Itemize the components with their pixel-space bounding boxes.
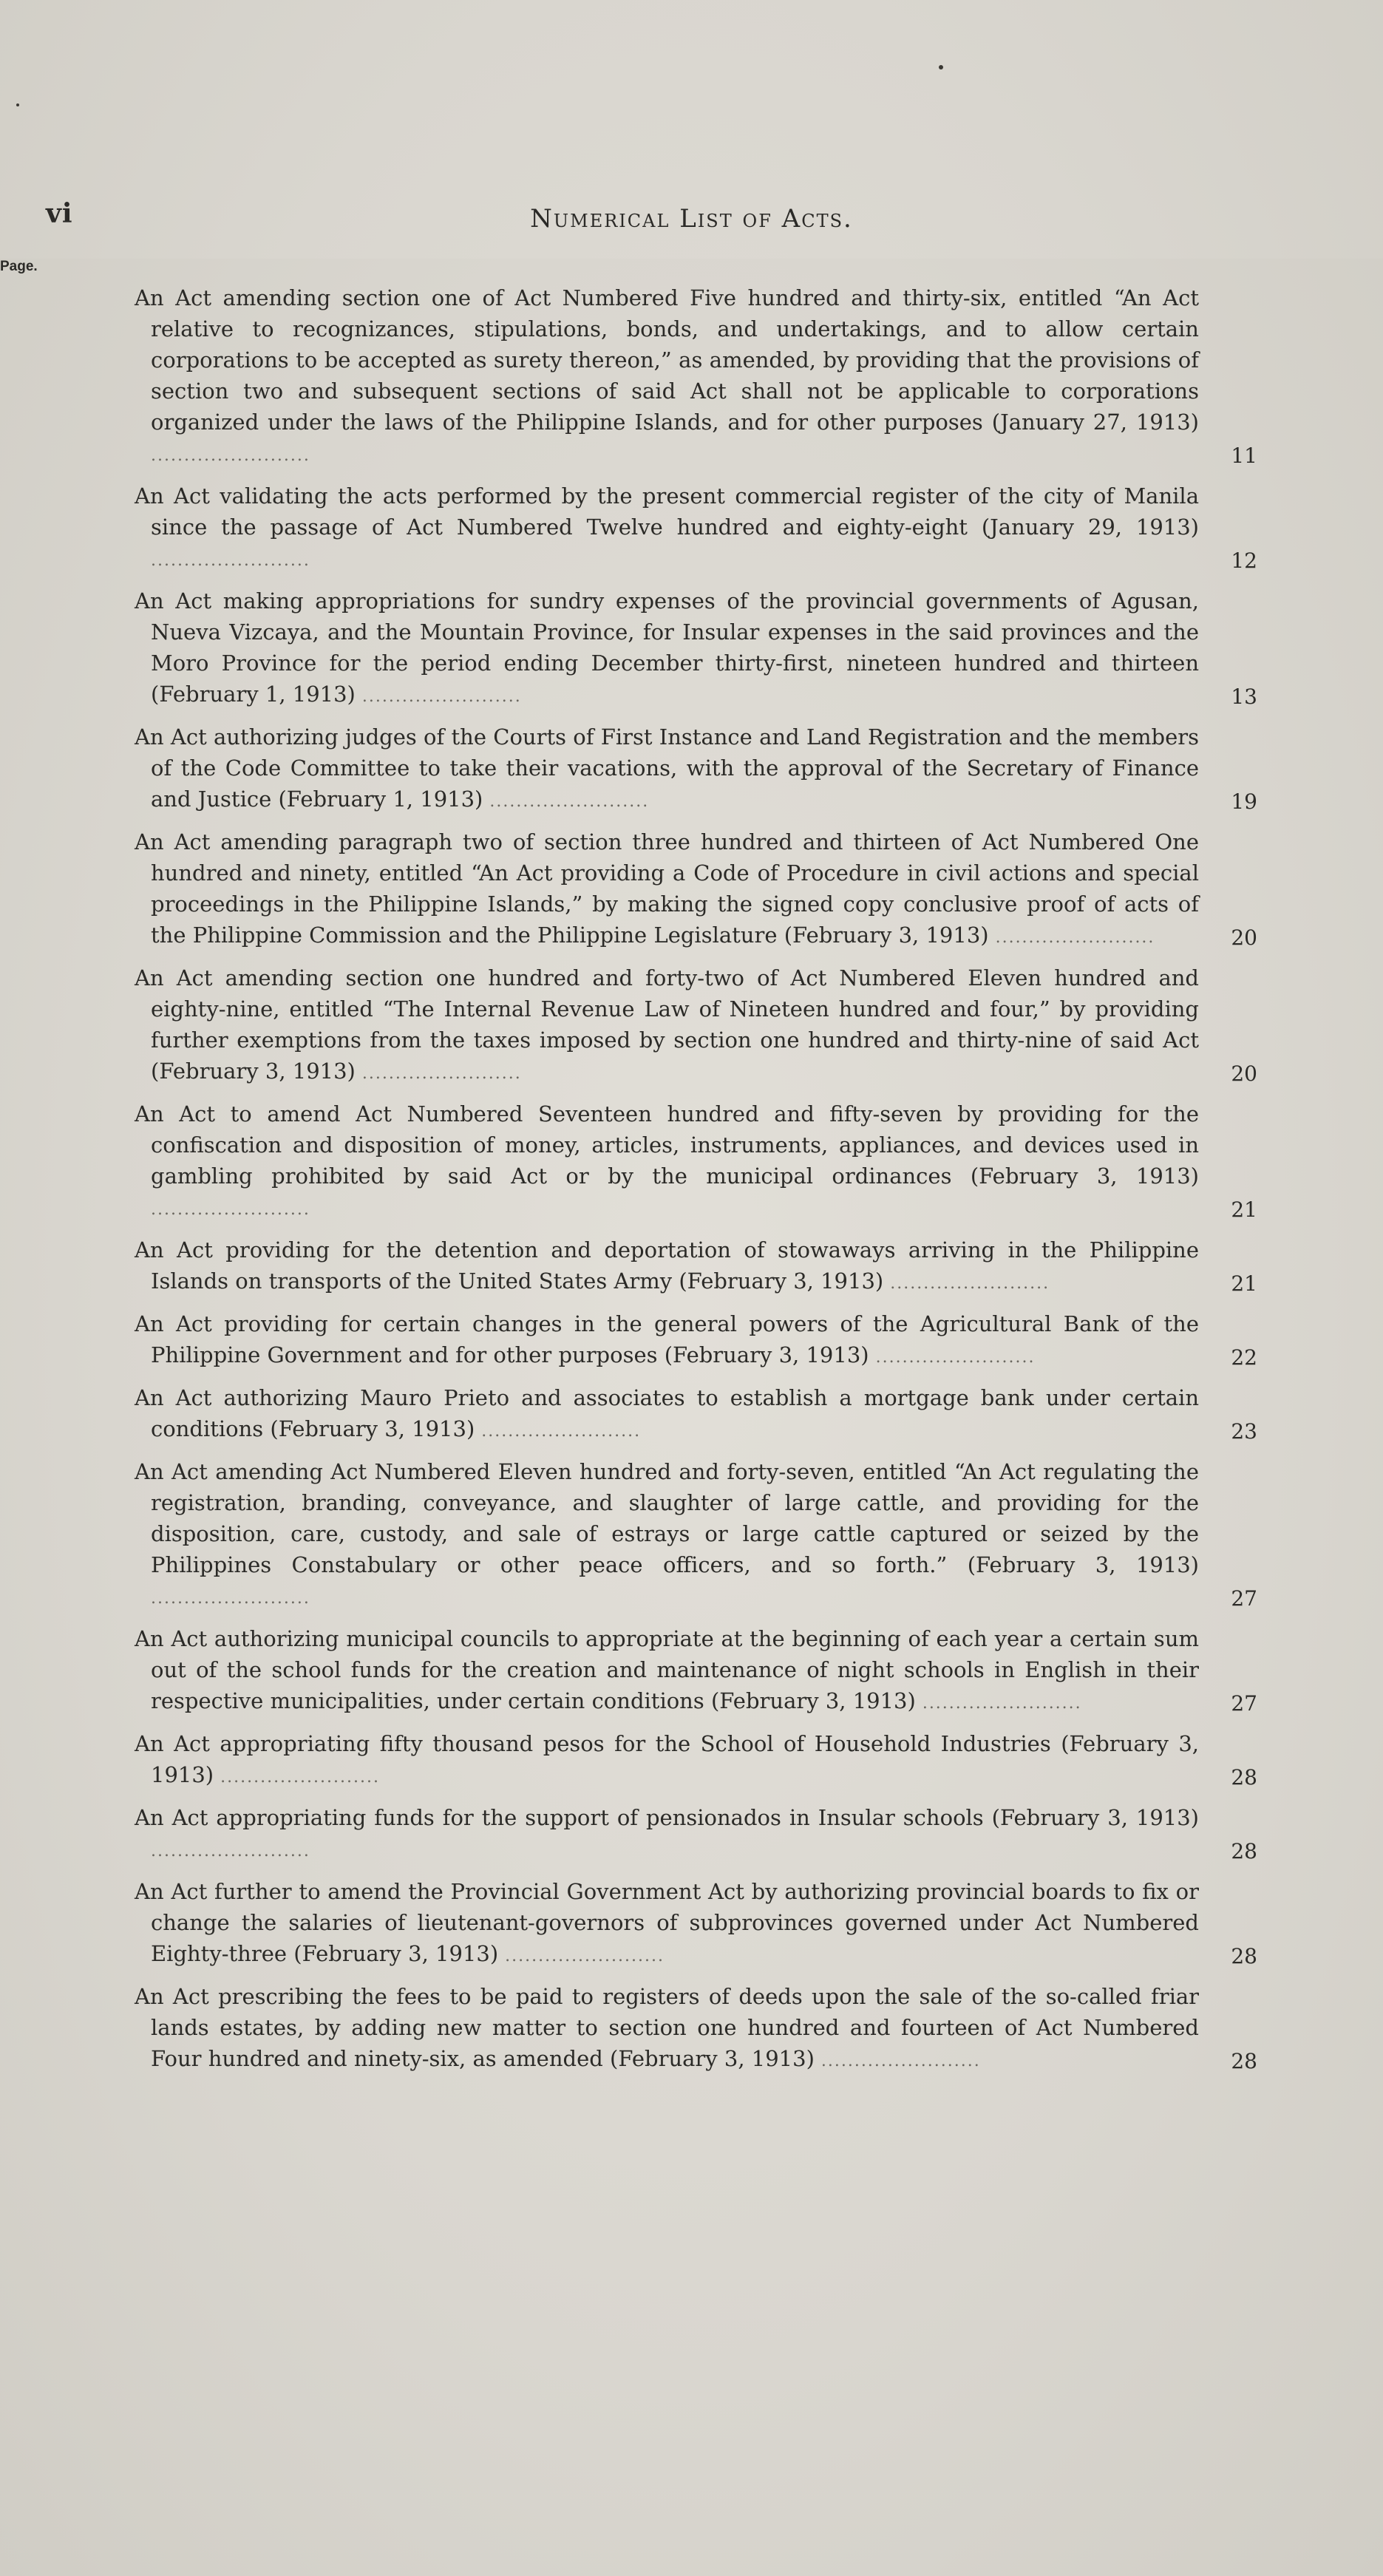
act-description: An Act validating the acts performed by the present commercial register of the city of Manila since the passage of Act Numbered Twelve hundred and eighty-eight (January 29, 1913): [135, 483, 1199, 540]
act-entry: [0, 962, 1383, 1090]
dot-leader: ........................: [151, 1589, 310, 1608]
act-description: An Act making appropriations for sundry expenses of the provincial governments of Agusan, Nueva Vizcaya, and the Mountain Province, for Insular expenses in the said provinces and the Moro Province for the period ending December thirty-first, nineteen hundred and thirteen (February 1, 1913): [135, 588, 1199, 707]
act-page-number: 22: [1231, 1345, 1257, 1370]
dot-leader: ........................: [355, 1064, 522, 1083]
acts-list: [0, 282, 1383, 2086]
act-description: An Act amending section one of Act Numbered Five hundred and thirty-six, entitled “An Act relative to recognizances, stipulations, bonds, and undertakings, and to allow certain corporations to be accepted as surety thereon,” as amended, by providing that the provisions of section two and subsequent sections of said Act shall not be applicable to corporations organized under the laws of the Philippine Islands, and for other purposes (January 27, 1913): [135, 285, 1199, 435]
dot-leader: ........................: [151, 1842, 310, 1860]
act-description: An Act providing for certain changes in the general powers of the Agricultural Bank of the Philippine Government and for other purposes (February 3, 1913): [135, 1311, 1199, 1367]
dot-leader: ........................: [151, 551, 310, 570]
act-page-number: 12: [1231, 548, 1257, 573]
dot-leader: ........................: [151, 446, 310, 465]
dot-leader: ........................: [915, 1694, 1082, 1713]
act-page-number: 27: [1231, 1586, 1257, 1611]
act-entry: [0, 721, 1383, 818]
act-page-number: 21: [1231, 1271, 1257, 1296]
act-page-number: 28: [1231, 1765, 1257, 1790]
act-page-number: 13: [1231, 684, 1257, 709]
act-entry: [0, 1382, 1383, 1447]
act-entry-body: [135, 1308, 1199, 1373]
dot-leader: ........................: [883, 1274, 1050, 1293]
ink-speck: [16, 103, 19, 106]
act-entry-body: [135, 282, 1199, 472]
act-description: An Act appropriating funds for the support of pensionados in Insular schools (February 3, 1913): [135, 1805, 1199, 1830]
act-page-number: 21: [1231, 1197, 1257, 1222]
act-description: An Act to amend Act Numbered Seventeen hundred and fifty-seven by providing for the confiscation and disposition of money, articles, instruments, appliances, and devices used in gambling prohibited by said Act or by the municipal ordinances (February 3, 1913): [135, 1101, 1199, 1189]
act-description: An Act prescribing the fees to be paid to registers of deeds upon the sale of the so-called friar lands estates, by adding new matter to section one hundred and fourteen of Act Numbered Four hundred and ninety-six, as amended (February 3, 1913): [135, 1984, 1199, 2071]
act-entry-body: [135, 480, 1199, 577]
act-entry: [0, 1098, 1383, 1226]
page-column-label: Page.: [0, 259, 1383, 2576]
act-entry-body: [135, 1234, 1199, 1299]
act-page-number: 28: [1231, 1944, 1257, 1968]
act-entry-body: [135, 585, 1199, 713]
dot-leader: ........................: [151, 1200, 310, 1219]
dot-leader: ........................: [869, 1348, 1036, 1367]
act-description: An Act authorizing judges of the Courts of First Instance and Land Registration and the members of the Code Committee to take their vacations, with the approval of the Secretary of Finance and Justice (February 1, 1913): [135, 724, 1199, 812]
act-page-number: 20: [1231, 925, 1257, 950]
running-head-title: Numerical List of Acts.: [530, 204, 853, 234]
dot-leader: ........................: [483, 792, 650, 811]
act-entry-body: [135, 1382, 1199, 1447]
dot-leader: ........................: [814, 2052, 981, 2070]
act-entry: [0, 1876, 1383, 1972]
dot-leader: ........................: [498, 1947, 665, 1965]
act-entry: [0, 282, 1383, 472]
act-page-number: 19: [1231, 789, 1257, 814]
act-entry: [0, 1234, 1383, 1299]
act-entry: [0, 1981, 1383, 2077]
act-entry-body: [135, 1098, 1199, 1226]
act-entry-body: [135, 1876, 1199, 1972]
page-folio: vi: [46, 198, 73, 229]
act-description: An Act further to amend the Provincial Government Act by authorizing provincial boards to fix or change the salaries of lieutenant-governors of subprovinces governed under Act Numbered Eighty-three (February 3, 1913): [135, 1879, 1199, 1966]
act-entry: [0, 1308, 1383, 1373]
act-entry-body: [135, 1728, 1199, 1793]
act-entry-body: [135, 1623, 1199, 1719]
act-entry: [0, 585, 1383, 713]
act-entry: [0, 1802, 1383, 1867]
act-page-number: 27: [1231, 1691, 1257, 1716]
act-page-number: 23: [1231, 1419, 1257, 1444]
act-description: An Act authorizing Mauro Prieto and associates to establish a mortgage bank under certain conditions (February 3, 1913): [135, 1385, 1199, 1441]
act-description: An Act authorizing municipal councils to appropriate at the beginning of each year a certain sum out of the school funds for the creation and maintenance of night schools in English in their respective municipalities, under certain conditions (February 3, 1913): [135, 1626, 1199, 1713]
act-page-number: 28: [1231, 1839, 1257, 1863]
act-description: An Act amending section one hundred and forty-two of Act Numbered Eleven hundred and eighty-nine, entitled “The Internal Revenue Law of Nineteen hundred and four,” by providing further exemptions from the taxes imposed by section one hundred and thirty-nine of said Act (February 3, 1913): [135, 965, 1199, 1084]
act-page-number: 28: [1231, 2049, 1257, 2073]
ink-speck: [939, 65, 943, 69]
dot-leader: ........................: [214, 1768, 380, 1787]
act-description: An Act appropriating fifty thousand pesos for the School of Household Industries (February 3, 1913): [135, 1731, 1199, 1787]
act-entry-body: [135, 721, 1199, 818]
act-page-number: 11: [1231, 444, 1257, 468]
act-entry: [0, 480, 1383, 577]
dot-leader: ........................: [355, 687, 522, 706]
act-entry: [0, 1728, 1383, 1793]
act-entry: [0, 1623, 1383, 1719]
act-description: An Act amending Act Numbered Eleven hundred and forty-seven, entitled “An Act regulating the registration, branding, conveyance, and slaughter of large cattle, and providing for the disposition, care, custody, and sale of estrays or large cattle captured or seized by the Philippines Constabulary or other peace officers, and so forth.” (February 3, 1913): [135, 1459, 1199, 1577]
act-entry: [0, 826, 1383, 954]
act-description: An Act amending paragraph two of section three hundred and thirteen of Act Numbered One hundred and ninety, entitled “An Act providing a Code of Procedure in civil actions and special proceedings in the Philippine Islands,” by making the signed copy conclusive proof of acts of the Philippine Commission and the Philippine Legislature (February 3, 1913): [135, 829, 1199, 948]
act-entry-body: [135, 1981, 1199, 2077]
act-entry-body: [135, 826, 1199, 954]
dot-leader: ........................: [988, 928, 1155, 947]
act-entry-body: [135, 1456, 1199, 1614]
act-entry-body: [135, 1802, 1199, 1867]
dot-leader: ........................: [475, 1422, 642, 1441]
act-entry: [0, 1456, 1383, 1614]
act-entry-body: [135, 962, 1199, 1090]
act-description: An Act providing for the detention and deportation of stowaways arriving in the Philippine Islands on transports of the United States Army (February 3, 1913): [135, 1237, 1199, 1294]
act-page-number: 20: [1231, 1061, 1257, 1086]
